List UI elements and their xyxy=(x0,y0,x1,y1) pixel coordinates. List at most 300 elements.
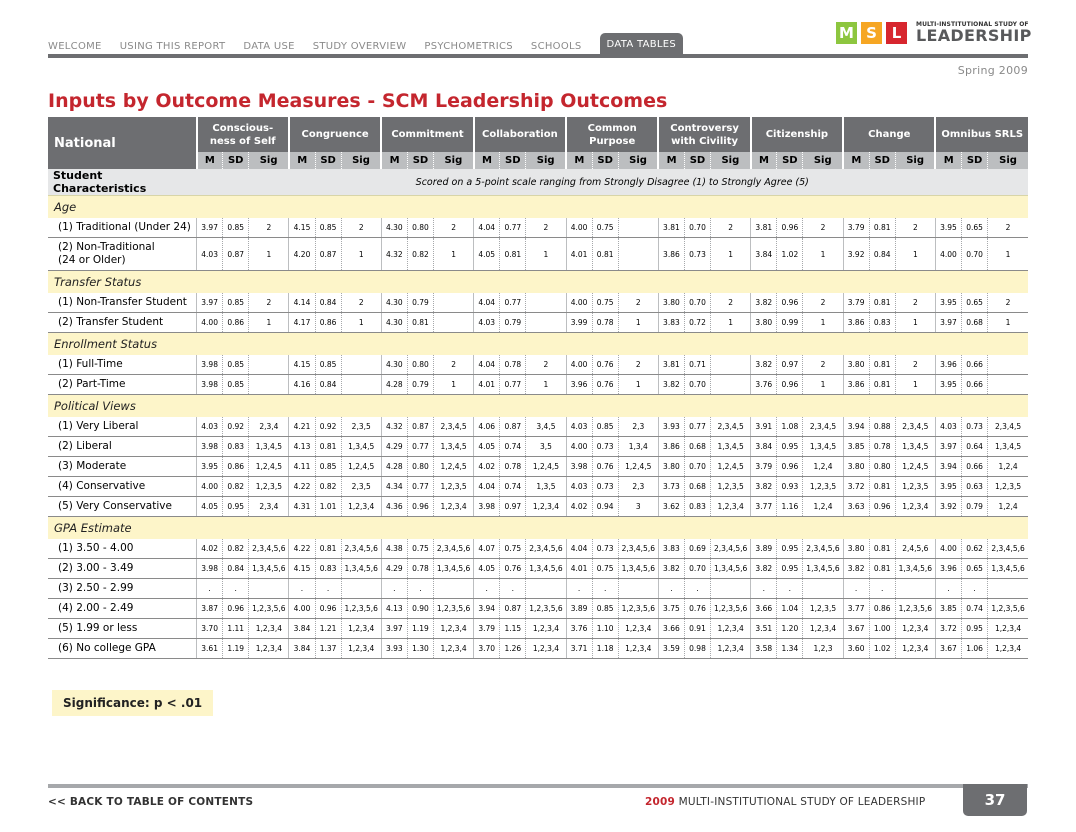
table-cell: 0.80 xyxy=(407,457,433,477)
table-cell: 3.82 xyxy=(751,293,777,313)
table-cell: 0.65 xyxy=(962,559,988,579)
table-cell: 0.73 xyxy=(592,477,618,497)
table-row xyxy=(48,457,1028,477)
table-cell: 1,2,4,5 xyxy=(618,457,658,477)
table-cell: 1,2,3,5,6 xyxy=(618,599,658,619)
table-cell: 3.72 xyxy=(843,477,869,497)
table-cell: 1 xyxy=(526,238,566,271)
table-cell: 0.77 xyxy=(500,293,526,313)
table-cell: 3.98 xyxy=(474,497,500,517)
table-cell: 1.19 xyxy=(223,639,249,659)
table-cell: 0.70 xyxy=(684,457,710,477)
table-cell xyxy=(803,579,843,599)
table-row xyxy=(48,417,1028,437)
table-cell: 1,2,3,4 xyxy=(988,619,1028,639)
subheader-sig: Sig xyxy=(526,152,566,169)
table-cell: 0.76 xyxy=(684,599,710,619)
table-cell: 1 xyxy=(249,238,289,271)
table-cell: 0.81 xyxy=(869,559,895,579)
group-label: GPA Estimate xyxy=(48,517,1028,540)
table-cell: 3.76 xyxy=(751,375,777,395)
table-cell: 0.97 xyxy=(500,497,526,517)
table-cell: 0.64 xyxy=(962,437,988,457)
table-cell: 0.85 xyxy=(315,355,341,375)
table-cell: 0.87 xyxy=(223,238,249,271)
table-cell: 1,2,3,4 xyxy=(249,639,289,659)
table-cell: 3.67 xyxy=(935,639,961,659)
table-cell: 4.32 xyxy=(381,417,407,437)
row-label: (1) Very Liberal xyxy=(48,417,197,437)
measure-header-label: Conscious- ness of Self xyxy=(209,122,276,147)
table-cell: 4.28 xyxy=(381,457,407,477)
table-cell: 3.79 xyxy=(474,619,500,639)
table-cell: 0.96 xyxy=(315,599,341,619)
table-cell: 1,2,3,5 xyxy=(988,477,1028,497)
table-cell: 1 xyxy=(711,313,751,333)
table-cell: 4.29 xyxy=(381,437,407,457)
table-cell: 1 xyxy=(803,313,843,333)
table-cell: 2,3,4,5,6 xyxy=(249,539,289,559)
table-cell: 4.17 xyxy=(289,313,315,333)
table-cell: . xyxy=(223,579,249,599)
table-cell: 3.94 xyxy=(843,417,869,437)
table-cell: 3.66 xyxy=(751,599,777,619)
table-cell: 3.82 xyxy=(658,375,684,395)
table-cell: 1,2,3,4 xyxy=(341,639,381,659)
table-cell: 1,2,4,5 xyxy=(249,457,289,477)
table-cell: 0.82 xyxy=(223,539,249,559)
table-cell: 2 xyxy=(711,218,751,238)
logo-small-text: MULTI-INSTITUTIONAL STUDY OF xyxy=(916,21,1029,28)
table-cell: 0.86 xyxy=(869,599,895,619)
measure-header xyxy=(289,117,381,152)
table-cell: . xyxy=(566,579,592,599)
table-cell xyxy=(434,293,474,313)
table-cell: 4.22 xyxy=(289,539,315,559)
measure-header-label: Controversy with Civility xyxy=(670,122,739,147)
page-number: 37 xyxy=(963,784,1027,816)
table-cell: 3 xyxy=(618,497,658,517)
table-cell: 1,2,3,5,6 xyxy=(526,599,566,619)
subheader-sig: Sig xyxy=(618,152,658,169)
table-cell: 1.20 xyxy=(777,619,803,639)
nav-tab-study-overview[interactable]: STUDY OVERVIEW xyxy=(312,41,407,52)
table-cell: 3.97 xyxy=(935,313,961,333)
table-cell: 1.08 xyxy=(777,417,803,437)
table-cell: 0.79 xyxy=(407,293,433,313)
table-cell xyxy=(711,375,751,395)
table-cell: 0.66 xyxy=(962,457,988,477)
table-cell: 0.77 xyxy=(407,477,433,497)
table-cell: 1,3,4,5,6 xyxy=(988,559,1028,579)
table-cell: 0.96 xyxy=(777,375,803,395)
table-cell: 4.03 xyxy=(197,238,223,271)
table-cell: 0.77 xyxy=(684,417,710,437)
subheader-sd: SD xyxy=(223,152,249,169)
table-cell: 4.21 xyxy=(289,417,315,437)
table-cell: 3.83 xyxy=(658,313,684,333)
table-row xyxy=(48,539,1028,559)
table-cell: 2,3,4,5,6 xyxy=(434,539,474,559)
table-cell xyxy=(249,375,289,395)
subheader-m: M xyxy=(935,152,961,169)
table-cell: 3.94 xyxy=(935,457,961,477)
table-cell: 3.81 xyxy=(658,355,684,375)
table-cell xyxy=(711,355,751,375)
table-cell: 0.69 xyxy=(684,539,710,559)
table-cell xyxy=(988,579,1028,599)
table-cell: . xyxy=(935,579,961,599)
table-cell: 1,2,3,5,6 xyxy=(249,599,289,619)
table-cell: 1 xyxy=(803,375,843,395)
table-cell: 3.92 xyxy=(843,238,869,271)
table-cell xyxy=(341,375,381,395)
table-cell: 0.70 xyxy=(684,293,710,313)
table-cell: 1 xyxy=(618,313,658,333)
table-cell xyxy=(711,579,751,599)
table-cell: 1 xyxy=(895,375,935,395)
table-cell xyxy=(526,293,566,313)
table-cell: 0.95 xyxy=(223,497,249,517)
table-row xyxy=(48,313,1028,333)
table-cell: 3.82 xyxy=(843,559,869,579)
table-cell: 4.02 xyxy=(197,539,223,559)
table-cell: 2,3 xyxy=(618,417,658,437)
table-cell: 0.78 xyxy=(592,313,618,333)
table-cell: 0.85 xyxy=(315,218,341,238)
table-cell: 4.05 xyxy=(474,437,500,457)
table-cell: 3.62 xyxy=(658,497,684,517)
table-cell: 0.81 xyxy=(869,293,895,313)
section-label: Student Characteristics xyxy=(48,169,197,196)
table-cell: 1,2,4,5 xyxy=(341,457,381,477)
data-table-container xyxy=(48,117,1028,659)
table-cell xyxy=(249,355,289,375)
table-cell: 2,3,4,5 xyxy=(803,417,843,437)
table-cell: 1.21 xyxy=(315,619,341,639)
footer-study-name xyxy=(645,796,925,808)
table-cell: 1,2,4 xyxy=(803,457,843,477)
table-cell: 1,2,3,5,6 xyxy=(895,599,935,619)
subheader-sd: SD xyxy=(962,152,988,169)
table-cell xyxy=(434,313,474,333)
table-row xyxy=(48,559,1028,579)
table-cell: 4.04 xyxy=(474,355,500,375)
table-cell: 4.04 xyxy=(474,477,500,497)
table-cell: 0.86 xyxy=(223,457,249,477)
table-cell: 0.66 xyxy=(962,355,988,375)
nav-tab-data-tables[interactable]: DATA TABLES xyxy=(600,33,684,54)
table-cell: 0.81 xyxy=(407,313,433,333)
table-cell: 4.00 xyxy=(566,437,592,457)
logo-big-text: LEADERSHIP xyxy=(916,26,1032,45)
nav-tab-psychometrics[interactable]: PSYCHOMETRICS xyxy=(424,41,513,52)
table-cell xyxy=(341,355,381,375)
table-cell: 0.74 xyxy=(500,477,526,497)
table-cell: 0.70 xyxy=(684,218,710,238)
table-cell: 0.79 xyxy=(500,313,526,333)
table-row xyxy=(48,477,1028,497)
logo-letter-m: M xyxy=(836,22,857,44)
table-cell: 3.79 xyxy=(751,457,777,477)
table-cell: 1 xyxy=(341,313,381,333)
table-cell: 2 xyxy=(988,218,1028,238)
table-cell xyxy=(526,313,566,333)
table-cell: 2 xyxy=(434,355,474,375)
table-cell: 3.84 xyxy=(289,619,315,639)
table-cell: 1.11 xyxy=(223,619,249,639)
table-cell: 0.82 xyxy=(315,477,341,497)
table-cell: 3.95 xyxy=(197,457,223,477)
table-cell: 4.00 xyxy=(935,238,961,271)
table-cell: 0.88 xyxy=(869,417,895,437)
table-cell: 0.77 xyxy=(500,218,526,238)
table-cell: 3.80 xyxy=(751,313,777,333)
measure-header-label: Common Purpose xyxy=(587,122,637,147)
table-cell: 1,3,4,5,6 xyxy=(341,559,381,579)
group-row xyxy=(48,517,1028,540)
table-cell: 0.68 xyxy=(684,477,710,497)
logo-letter-s: S xyxy=(861,22,882,44)
subheader-sd: SD xyxy=(407,152,433,169)
table-cell: 3.95 xyxy=(935,375,961,395)
table-cell: 2 xyxy=(526,355,566,375)
table-cell: 3.91 xyxy=(751,417,777,437)
table-cell: 2,3,4 xyxy=(249,417,289,437)
table-cell: 1.26 xyxy=(500,639,526,659)
table-cell: 0.85 xyxy=(223,355,249,375)
table-cell: 4.00 xyxy=(197,477,223,497)
table-cell: 0.73 xyxy=(684,238,710,271)
table-cell: 4.30 xyxy=(381,313,407,333)
nav-rule xyxy=(48,54,1028,58)
row-label: (4) Conservative xyxy=(48,477,197,497)
table-cell: 2 xyxy=(988,293,1028,313)
back-to-contents-link[interactable]: << BACK TO TABLE OF CONTENTS xyxy=(48,796,254,808)
table-cell: 1 xyxy=(249,313,289,333)
table-cell: 2 xyxy=(341,218,381,238)
nav-tab-schools[interactable]: SCHOOLS xyxy=(530,41,582,52)
subheader-m: M xyxy=(381,152,407,169)
table-cell: 0.98 xyxy=(684,639,710,659)
table-cell: . xyxy=(869,579,895,599)
table-cell: 1,3,4 xyxy=(618,437,658,457)
table-row xyxy=(48,218,1028,238)
table-cell: 1,2,3,5 xyxy=(249,477,289,497)
data-table xyxy=(48,117,1028,659)
table-cell: 1,3,4,5 xyxy=(711,437,751,457)
table-cell: 2,3,4 xyxy=(249,497,289,517)
table-cell: 1,2,3 xyxy=(803,639,843,659)
table-cell xyxy=(434,579,474,599)
table-cell: 0.65 xyxy=(962,293,988,313)
significance-note: Significance: p < .01 xyxy=(52,690,213,716)
table-cell: 2,3,4,5,6 xyxy=(988,539,1028,559)
subheader-sig: Sig xyxy=(249,152,289,169)
table-cell: 1,2,3,4 xyxy=(434,619,474,639)
table-cell: 4.14 xyxy=(289,293,315,313)
row-label: (3) Moderate xyxy=(48,457,197,477)
table-cell: 4.30 xyxy=(381,355,407,375)
table-cell xyxy=(618,218,658,238)
table-cell: 3,4,5 xyxy=(526,417,566,437)
table-cell: 0.87 xyxy=(500,417,526,437)
table-cell: 0.78 xyxy=(500,457,526,477)
table-cell: 3.79 xyxy=(843,218,869,238)
table-cell: 1,3,4,5,6 xyxy=(618,559,658,579)
subheader-sd: SD xyxy=(777,152,803,169)
table-cell: 4.28 xyxy=(381,375,407,395)
table-cell: 3.99 xyxy=(566,313,592,333)
table-cell: 0.95 xyxy=(777,539,803,559)
table-cell: 0.72 xyxy=(684,313,710,333)
table-cell: 3.82 xyxy=(751,355,777,375)
header-row-measures xyxy=(48,117,1028,152)
table-cell: 1 xyxy=(526,375,566,395)
table-cell: 1,2,3,5,6 xyxy=(711,599,751,619)
table-cell: 4.00 xyxy=(289,599,315,619)
table-cell: 4.00 xyxy=(566,293,592,313)
table-cell: 1 xyxy=(711,238,751,271)
table-cell: 0.68 xyxy=(684,437,710,457)
table-cell: 3.98 xyxy=(197,375,223,395)
table-cell: 0.96 xyxy=(777,293,803,313)
table-cell: 0.93 xyxy=(777,477,803,497)
nav-tab-using-this-report[interactable]: USING THIS REPORT xyxy=(119,41,226,52)
table-cell: 0.83 xyxy=(684,497,710,517)
row-label: (6) No college GPA xyxy=(48,639,197,659)
table-cell: 1.18 xyxy=(592,639,618,659)
table-cell: 1,2,3,4 xyxy=(434,639,474,659)
table-cell: 4.04 xyxy=(566,539,592,559)
table-cell: 0.87 xyxy=(500,599,526,619)
table-cell: 3.77 xyxy=(751,497,777,517)
table-cell: 0.74 xyxy=(500,437,526,457)
table-row xyxy=(48,599,1028,619)
table-cell: 1.06 xyxy=(962,639,988,659)
table-cell: 0.83 xyxy=(315,559,341,579)
table-cell: 4.04 xyxy=(474,293,500,313)
group-label: Enrollment Status xyxy=(48,333,1028,356)
table-cell: 3.58 xyxy=(751,639,777,659)
table-cell: 4.13 xyxy=(381,599,407,619)
table-cell: 0.75 xyxy=(500,539,526,559)
nav-tab-welcome[interactable]: WELCOME xyxy=(48,41,102,52)
table-cell: 1,2,3,5 xyxy=(895,477,935,497)
table-cell: 3.87 xyxy=(197,599,223,619)
table-cell: 3.97 xyxy=(197,293,223,313)
subheader-m: M xyxy=(289,152,315,169)
table-cell: 0.81 xyxy=(869,375,895,395)
table-cell: 4.05 xyxy=(474,238,500,271)
table-cell: 0.97 xyxy=(777,355,803,375)
table-row xyxy=(48,238,1028,271)
table-cell xyxy=(895,579,935,599)
table-cell: 1.01 xyxy=(315,497,341,517)
table-cell: 3.81 xyxy=(751,218,777,238)
table-cell: 2,3,4,5,6 xyxy=(341,539,381,559)
table-cell: 1.19 xyxy=(407,619,433,639)
table-cell: 3.85 xyxy=(935,599,961,619)
measure-header-label: Omnibus SRLS xyxy=(941,129,1024,140)
table-cell: 0.75 xyxy=(592,559,618,579)
table-cell: 2,3,4,5,6 xyxy=(618,539,658,559)
table-cell: 3.66 xyxy=(658,619,684,639)
group-label: Political Views xyxy=(48,395,1028,418)
table-cell: 1 xyxy=(434,375,474,395)
subheader-sig: Sig xyxy=(434,152,474,169)
table-cell: 0.87 xyxy=(315,238,341,271)
table-cell: . xyxy=(315,579,341,599)
table-cell: 0.78 xyxy=(407,559,433,579)
table-cell: . xyxy=(197,579,223,599)
table-cell: 4.07 xyxy=(474,539,500,559)
group-row xyxy=(48,333,1028,356)
table-cell: 4.03 xyxy=(566,417,592,437)
table-cell: 1,2,3,4 xyxy=(803,619,843,639)
row-label: (1) Non-Transfer Student xyxy=(48,293,197,313)
table-cell: 0.81 xyxy=(869,218,895,238)
table-cell: 0.75 xyxy=(592,218,618,238)
measure-header-label: Change xyxy=(868,129,911,140)
subheader-m: M xyxy=(197,152,223,169)
table-cell: 1,2,3,4 xyxy=(895,497,935,517)
table-cell: 1.00 xyxy=(869,619,895,639)
row-label: (1) Full-Time xyxy=(48,355,197,375)
table-cell: 0.87 xyxy=(407,417,433,437)
table-cell: 1,2,4 xyxy=(988,457,1028,477)
table-cell: 1,2,3,4 xyxy=(711,497,751,517)
table-cell: 0.84 xyxy=(315,375,341,395)
section-row xyxy=(48,169,1028,196)
table-cell: 0.81 xyxy=(869,477,895,497)
table-cell: 4.01 xyxy=(566,238,592,271)
table-cell: 4.03 xyxy=(474,313,500,333)
table-cell: 1,2,3,4 xyxy=(526,639,566,659)
table-cell: 4.30 xyxy=(381,293,407,313)
table-cell: 3.92 xyxy=(935,497,961,517)
table-cell: 1,2,3,4 xyxy=(341,619,381,639)
table-cell: 1,2,3,4 xyxy=(618,619,658,639)
table-cell: 1.10 xyxy=(592,619,618,639)
table-cell: 0.76 xyxy=(592,457,618,477)
table-cell: 3.98 xyxy=(197,355,223,375)
table-cell: 1 xyxy=(803,238,843,271)
table-cell: 1 xyxy=(341,238,381,271)
table-cell: . xyxy=(777,579,803,599)
table-cell: 4.11 xyxy=(289,457,315,477)
subheader-sd: SD xyxy=(684,152,710,169)
table-cell: 3.80 xyxy=(843,539,869,559)
table-cell: 1.16 xyxy=(777,497,803,517)
table-cell: 4.15 xyxy=(289,559,315,579)
table-cell: 0.70 xyxy=(684,559,710,579)
table-cell: 4.00 xyxy=(566,355,592,375)
table-cell: 3.94 xyxy=(474,599,500,619)
table-cell: . xyxy=(592,579,618,599)
table-cell: 3.80 xyxy=(658,293,684,313)
row-label: (5) Very Conservative xyxy=(48,497,197,517)
table-cell: 0.80 xyxy=(407,355,433,375)
table-cell: 0.92 xyxy=(223,417,249,437)
table-cell xyxy=(526,579,566,599)
table-cell: 3.86 xyxy=(658,238,684,271)
table-cell: 3.61 xyxy=(197,639,223,659)
table-cell: 2,3,4,5,6 xyxy=(711,539,751,559)
table-cell: 2,3,4,5 xyxy=(988,417,1028,437)
nav-tab-data-use[interactable]: DATA USE xyxy=(243,41,295,52)
table-cell: 4.32 xyxy=(381,238,407,271)
